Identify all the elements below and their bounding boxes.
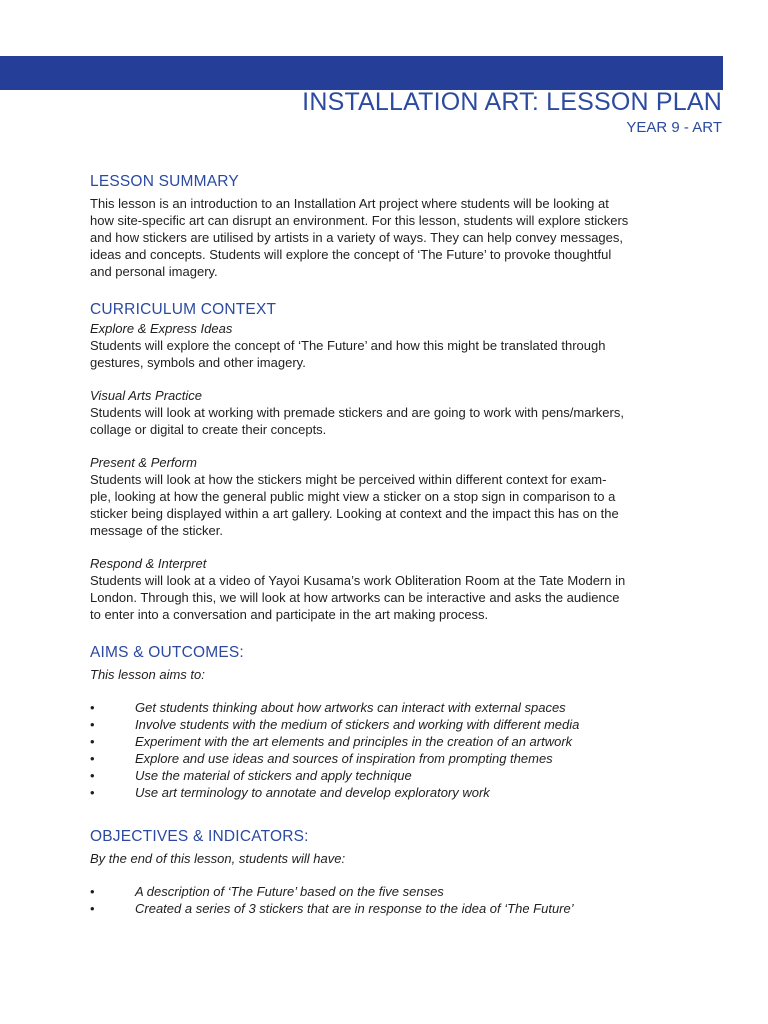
aims-outcomes-heading: AIMS & OUTCOMES:: [90, 644, 244, 661]
list-item-text: Get students thinking about how artworks can interact with external spaces: [135, 700, 566, 715]
summary-line: This lesson is an introduction to an Installation Art project where students will be looking at: [90, 196, 609, 211]
list-item-text: Created a series of 3 stickers that are in response to the idea of ‘The Future’: [135, 901, 574, 916]
objectives-intro: By the end of this lesson, students will have:: [90, 851, 346, 866]
list-item: [90, 699, 690, 716]
objectives-indicators-section: [90, 827, 690, 917]
curriculum-line: Students will explore the concept of ‘The Future’ and how this might be translated through: [90, 338, 606, 353]
summary-line: and how stickers are utilised by artists in a variety of ways. They can help convey messages,: [90, 230, 624, 245]
list-item-text: Use the material of stickers and apply technique: [135, 768, 412, 783]
list-item: [90, 883, 690, 900]
bullet-icon: •: [90, 884, 95, 899]
bullet-icon: •: [90, 785, 95, 800]
curriculum-line: sticker being displayed within a art gallery. Looking at context and the impact this has on the: [90, 506, 619, 521]
curriculum-line: Students will look at working with premade stickers and are going to work with pens/markers,: [90, 405, 624, 420]
curriculum-context-heading: CURRICULUM CONTEXT: [90, 301, 277, 318]
lesson-summary-section: [90, 172, 690, 280]
lesson-content: [90, 172, 690, 917]
aims-list: [90, 699, 690, 801]
list-item: [90, 784, 690, 801]
aims-intro: This lesson aims to:: [90, 667, 205, 682]
page-title: INSTALLATION ART: LESSON PLAN: [302, 88, 722, 116]
curriculum-subheading: Visual Arts Practice: [90, 388, 202, 403]
list-item: [90, 767, 690, 784]
bullet-icon: •: [90, 768, 95, 783]
bullet-icon: •: [90, 700, 95, 715]
bullet-icon: •: [90, 717, 95, 732]
list-item: [90, 900, 690, 917]
list-item-text: Experiment with the art elements and principles in the creation of an artwork: [135, 734, 573, 749]
bullet-icon: •: [90, 751, 95, 766]
curriculum-subheading: Respond & Interpret: [90, 556, 207, 571]
curriculum-line: collage or digital to create their concepts.: [90, 422, 327, 437]
curriculum-context-section: [90, 300, 690, 623]
curriculum-line: Students will look at how the stickers might be perceived within different context for exam-: [90, 472, 607, 487]
list-item-text: Use art terminology to annotate and develop exploratory work: [135, 785, 490, 800]
objectives-list: [90, 883, 690, 917]
list-item-text: A description of ‘The Future’ based on the five senses: [135, 884, 444, 899]
bullet-icon: •: [90, 734, 95, 749]
curriculum-subheading: Present & Perform: [90, 455, 197, 470]
curriculum-line: London. Through this, we will look at how artworks can be interactive and asks the audience: [90, 590, 620, 605]
header-bar: [0, 56, 723, 90]
page-subtitle: YEAR 9 - ART: [626, 119, 722, 136]
summary-line: ideas and concepts. Students will explore the concept of ‘The Future’ to provoke thoughtful: [90, 247, 612, 262]
curriculum-subheading: Explore & Express Ideas: [90, 321, 233, 336]
aims-outcomes-section: [90, 643, 690, 801]
list-item: [90, 733, 690, 750]
curriculum-line: ple, looking at how the general public might view a sticker on a stop sign in comparison to a: [90, 489, 616, 504]
curriculum-line: Students will look at a video of Yayoi Kusama’s work Obliteration Room at the Tate Modern in: [90, 573, 626, 588]
lesson-summary-heading: LESSON SUMMARY: [90, 173, 239, 190]
bullet-icon: •: [90, 901, 95, 916]
summary-line: how site-specific art can disrupt an environment. For this lesson, students will explore stickers: [90, 213, 629, 228]
list-item-text: Involve students with the medium of stickers and working with different media: [135, 717, 580, 732]
summary-line: and personal imagery.: [90, 264, 218, 279]
list-item-text: Explore and use ideas and sources of inspiration from prompting themes: [135, 751, 553, 766]
list-item: [90, 750, 690, 767]
curriculum-line: message of the sticker.: [90, 523, 223, 538]
objectives-indicators-heading: OBJECTIVES & INDICATORS:: [90, 828, 309, 845]
curriculum-line: to enter into a conversation and participate in the art making process.: [90, 607, 489, 622]
list-item: [90, 716, 690, 733]
curriculum-line: gestures, symbols and other imagery.: [90, 355, 306, 370]
